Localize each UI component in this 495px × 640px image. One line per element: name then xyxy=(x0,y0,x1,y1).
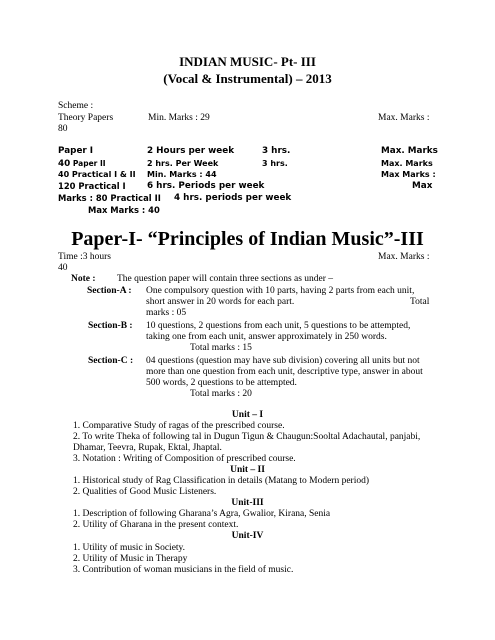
schedule-practical1-max: Max xyxy=(412,181,433,191)
schedule-paper2: 40 Paper II xyxy=(58,159,106,169)
section-a-line: short answer in 20 words for each part. xyxy=(146,297,295,307)
unit-list-item: 3. Notation : Writing of Composition of prescribed course. xyxy=(73,454,296,464)
section-a-total-label: Total xyxy=(410,297,430,307)
section-b-label: Section-B : xyxy=(88,321,133,331)
unit-list-item: 2. To write Theka of following tal in Dugun Tigun & Chaugun:Sooltal Adachautal, panjabi, xyxy=(73,432,421,442)
section-a-line: One compulsory question with 10 parts, having 2 parts from each unit, xyxy=(146,286,415,296)
unit-heading: Unit – II xyxy=(230,465,265,475)
schedule-practical1: 120 Practical I xyxy=(58,181,126,191)
schedule-practical-max: Max Marks : xyxy=(381,170,436,179)
unit-list-item: 2. Qualities of Good Music Listeners. xyxy=(73,487,217,497)
note-text: The question paper will contain three sections as under – xyxy=(117,274,334,284)
document-title: INDIAN MUSIC- Pt- III xyxy=(179,54,316,69)
unit-heading: Unit-IV xyxy=(231,531,264,541)
unit-list-item: 2. Utility of Gharana in the present context. xyxy=(73,520,239,530)
unit-list-item: 1. Utility of music in Society. xyxy=(73,543,186,553)
paper-title: Paper-I- “Principles of Indian Music”-III xyxy=(71,228,424,250)
unit-list-item: 3. Contribution of woman musicians in the field of music. xyxy=(73,565,294,575)
theory-max-marks-label: Max. Marks : xyxy=(378,113,430,123)
schedule-practical2-label: Marks : 80 Practical II xyxy=(58,193,161,203)
schedule-practical2-max: Max Marks : 40 xyxy=(88,205,160,215)
paper-max-marks-label: Max. Marks : xyxy=(378,252,430,262)
schedule-paper1-duration: 3 hrs. xyxy=(262,146,291,156)
theory-max-marks-value: 80 xyxy=(58,124,68,134)
unit-list-item: 2. Utility of Music in Therapy xyxy=(73,554,188,564)
section-b-line: taking one from each unit, answer approximately in 250 words. xyxy=(146,332,387,342)
section-c-line: more than one question from each unit, descriptive type, answer in about xyxy=(146,367,423,377)
unit-list-item: 1. Comparative Study of ragas of the prescribed course. xyxy=(73,421,285,431)
schedule-practical1-periods: 6 hrs. Periods per week xyxy=(147,181,265,191)
section-c-label: Section-C : xyxy=(88,356,134,366)
unit-list-item: Dhamar, Teevra, Rupak, Ektal, Jhaptal. xyxy=(73,443,222,453)
schedule-practical2-periods: 4 hrs. periods per week xyxy=(174,193,292,203)
section-b-line: 10 questions, 2 questions from each unit, 5 questions to be attempted, xyxy=(146,321,411,331)
note-label: Note : xyxy=(71,274,96,284)
scheme-label: Scheme : xyxy=(58,101,94,111)
section-c-line: 04 questions (question may have sub division) covering all units but not xyxy=(146,356,420,366)
section-b-total: Total marks : 15 xyxy=(190,343,252,353)
schedule-paper1-max: Max. Marks xyxy=(381,146,438,156)
unit-heading: Unit-III xyxy=(231,498,264,508)
schedule-paper2-hours: 2 hrs. Per Week xyxy=(147,159,219,168)
section-a-label: Section-A : xyxy=(87,286,132,296)
section-c-total: Total marks : 20 xyxy=(190,389,252,399)
unit-list-item: 1. Description of following Gharana’s Agra, Gwalior, Kirana, Senia xyxy=(73,509,331,519)
unit-heading: Unit – I xyxy=(231,410,264,420)
paper-time: Time :3 hours xyxy=(58,252,111,262)
theory-papers-label: Theory Papers xyxy=(58,113,114,123)
section-c-line: 500 words, 2 questions to be attempted. xyxy=(146,378,297,388)
unit-list-item: 1. Historical study of Rag Classification in details (Matang to Modern period) xyxy=(73,476,370,486)
schedule-paper2-max: Max. Marks xyxy=(381,159,433,168)
section-a-line: marks : 05 xyxy=(146,308,187,318)
schedule-practical-label: 40 Practical I & II xyxy=(58,170,136,179)
paper-max-marks-value: 40 xyxy=(58,263,68,273)
document-subtitle: (Vocal & Instrumental) – 2013 xyxy=(163,71,332,86)
schedule-paper1: Paper I xyxy=(58,146,94,156)
schedule-paper1-hours: 2 Hours per week xyxy=(147,146,235,156)
theory-min-marks: Min. Marks : 29 xyxy=(148,113,210,123)
schedule-paper2-duration: 3 hrs. xyxy=(262,159,288,168)
schedule-practical-min: Min. Marks : 44 xyxy=(147,170,217,179)
